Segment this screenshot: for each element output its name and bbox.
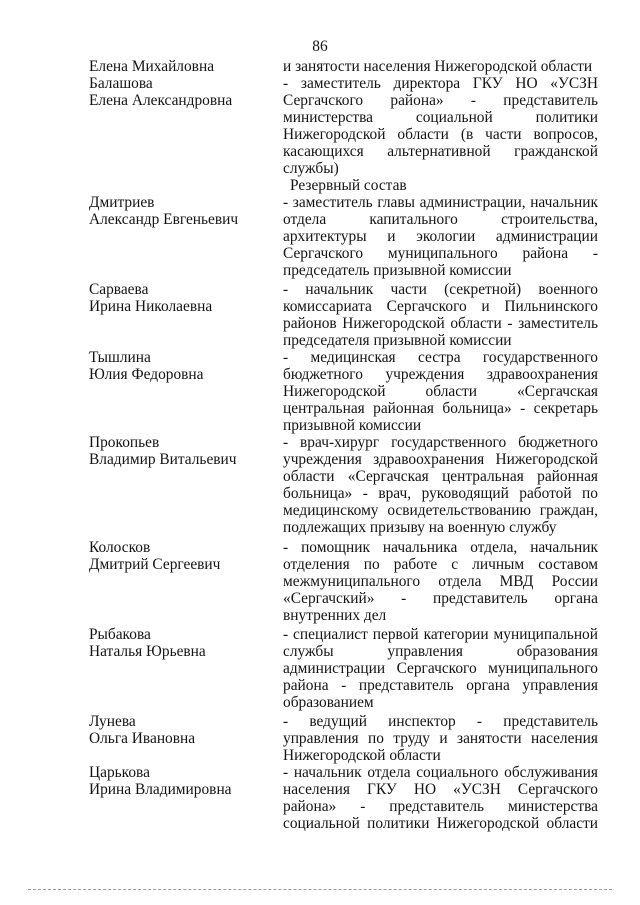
member-role-line: Нижегородской области (в части вопросов, [283,126,598,143]
member-role-line: - заместитель главы администрации, начальник [283,194,598,211]
member-name-line: Дмитрий Сергеевич [89,556,221,573]
member-role-line: призывной комиссии [283,417,422,434]
bottom-scan-edge [28,889,612,890]
member-role-line: - заместитель директора ГКУ НО «УСЗН [283,75,598,92]
member-role-line: бюджетного учреждения здравоохранения [283,366,598,383]
member-role-line: области «Сергачская центральная районная [283,468,598,485]
member-name-line: Ирина Владимировна [89,781,232,798]
member-role-line: - помощник начальника отдела, начальник [283,539,598,556]
member-name-line: Ольга Ивановна [89,730,196,747]
member-name-line: Прокопьев [89,434,160,451]
member-role-line: учреждения здравоохранения Нижегородской [283,451,598,468]
member-role-line: - медицинская сестра государственного [283,349,598,366]
member-role-line: Резервный состав [290,177,407,194]
member-name-line: Тышлина [89,349,151,366]
member-role-line: председателя призывной комиссии [283,332,512,349]
member-name-line: Владимир Витальевич [89,451,237,468]
member-role-line: Сергачского муниципального района - [283,245,598,262]
member-name-line: Наталья Юрьевна [89,643,206,660]
member-role-line: управления по труду и занятости населения [283,730,598,747]
member-role-line: Нижегородской области «Сергачская [283,383,598,400]
member-role-line: Нижегородской области [283,747,441,764]
member-name-line: Дмитриев [89,194,155,211]
member-name-line: Лунева [89,713,136,730]
member-role-line: района - представитель органа управления [283,677,598,694]
member-role-line: администрации Сергачского муниципального [283,660,598,677]
member-role-line: подлежащих призыву на военную службу [283,519,557,536]
member-role-line: районов Нижегородской области - заместитель [283,315,598,332]
member-role-line: отделения по работе с личным составом [283,556,598,573]
member-name-line: Колосков [89,539,151,556]
member-role-line: социальной политики Нижегородской области [283,815,598,832]
member-role-line: района» - представитель министерства [283,798,598,815]
member-name-line: Сарваева [89,281,149,298]
member-name-line: Елена Александровна [89,92,233,109]
member-role-line: комиссариата Сергачского и Пильнинского [283,298,598,315]
member-role-line: межмуниципального отдела МВД России [283,573,598,590]
member-role-line: архитектуры и экологии администрации [283,228,598,245]
member-role-line: председатель призывной комиссии [283,262,512,279]
member-role-line: - врач-хирург государственного бюджетного [283,434,598,451]
member-role-line: - специалист первой категории муниципальной [283,626,598,643]
member-role-line: отдела капитального строительства, [283,211,598,228]
member-name-line: Юлия Федоровна [89,366,204,383]
member-name-line: Рыбакова [89,626,151,643]
member-role-line: Сергачского района» - представитель [283,92,598,109]
member-role-line: - начальник части (секретной) военного [283,281,598,298]
member-name-line: Царькова [89,764,150,781]
member-role-line: внутренних дел [283,607,387,624]
member-name-line: Балашова [89,75,153,92]
member-role-line: министерства социальной политики [283,109,598,126]
member-role-line: - начальник отдела социального обслуживания [283,764,598,781]
member-role-line: - ведущий инспектор - представитель [283,713,598,730]
page-number: 86 [312,38,328,55]
member-role-line: касающихся альтернативной гражданской [283,143,598,160]
member-role-line: и занятости населения Нижегородской области [283,58,593,75]
member-role-line: больница» - врач, руководящий работой по [283,485,598,502]
member-role-line: «Сергачский» - представитель органа [283,590,598,607]
member-role-line: службы) [283,160,339,177]
member-name-line: Александр Евгеньевич [89,211,239,228]
member-name-line: Ирина Николаевна [89,298,213,315]
member-role-line: образованием [283,694,374,711]
member-role-line: населения ГКУ НО «УСЗН Сергачского [283,781,598,798]
member-role-line: службы управления образования [283,643,598,660]
member-role-line: медицинскому освидетельствованию граждан, [283,502,598,519]
member-name-line: Елена Михайловна [89,58,215,75]
member-role-line: центральная районная больница» - секретарь [283,400,598,417]
